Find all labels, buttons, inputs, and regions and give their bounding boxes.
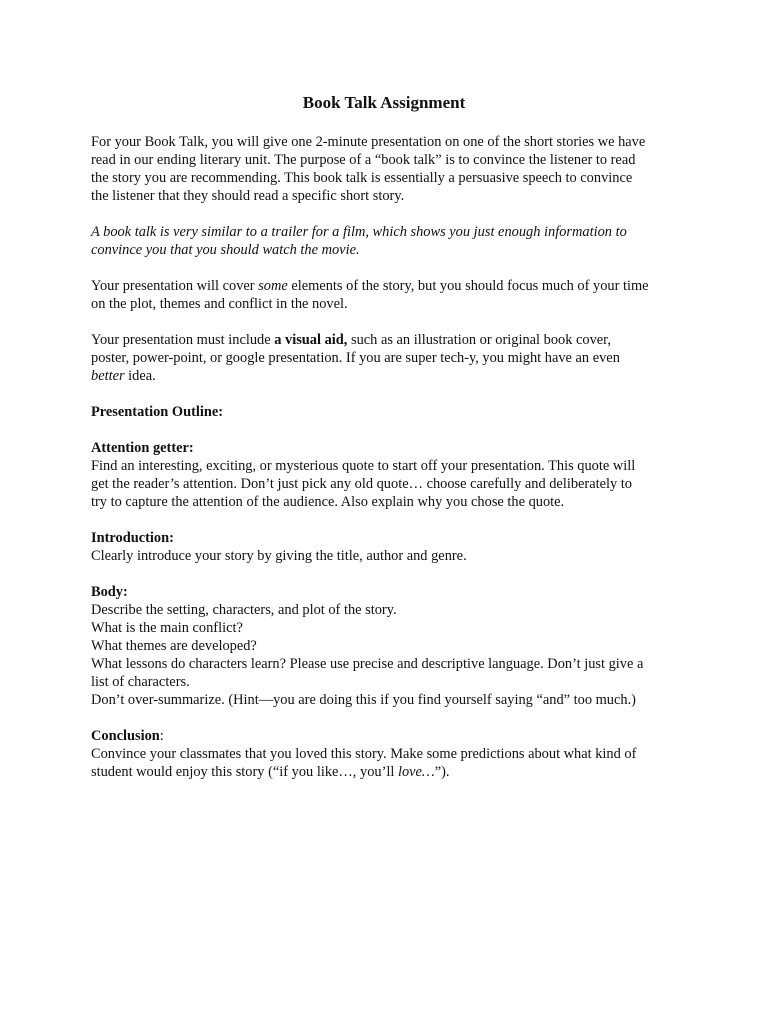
visual-aid-text: such as an illustration or original book cover,: [347, 332, 611, 348]
intro-line: read in our ending literary unit. The purpose of a “book talk” is to convince the listener to read: [91, 152, 636, 168]
coverage-paragraph: [91, 277, 691, 313]
body-line: What is the main conflict?: [91, 620, 243, 636]
introduction-heading: Introduction:: [91, 530, 174, 546]
intro-line: For your Book Talk, you will give one 2-minute presentation on one of the short stories we have: [91, 134, 646, 150]
conclusion-text: ”).: [434, 764, 450, 780]
coverage-text: Your presentation will cover: [91, 278, 259, 294]
visual-aid-bold: a visual aid,: [274, 332, 348, 348]
visual-aid-line: poster, power-point, or google presentation. If you are super tech-y, you might have an even: [91, 350, 620, 366]
body-line: What themes are developed?: [91, 638, 257, 654]
coverage-emphasis: some: [258, 278, 288, 294]
visual-aid-text: idea.: [124, 368, 156, 384]
body-line: Describe the setting, characters, and plot of the story.: [91, 602, 397, 618]
visual-aid-paragraph: [91, 331, 691, 385]
attention-getter-line: get the reader’s attention. Don’t just pick any old quote… choose carefully and deliberately to: [91, 476, 632, 492]
introduction-section: [91, 529, 691, 565]
body-line: What lessons do characters learn? Please use precise and descriptive language. Don’t just give a: [91, 656, 644, 672]
body-line: Don’t over-summarize. (Hint—you are doing this if you find yourself saying “and” too much.): [91, 692, 636, 708]
body-section: [91, 583, 691, 709]
trailer-note-line: convince you that you should watch the movie.: [91, 242, 360, 258]
outline-heading: Presentation Outline:: [91, 404, 224, 420]
visual-aid-line: [91, 331, 691, 349]
body-line: list of characters.: [91, 674, 190, 690]
conclusion-emphasis: love…: [397, 764, 435, 780]
coverage-line: on the plot, themes and conflict in the novel.: [91, 296, 348, 312]
intro-line: the story you are recommending. This book talk is essentially a persuasive speech to convince: [91, 170, 633, 186]
document-title: Book Talk Assignment: [302, 93, 466, 112]
attention-getter-section: [91, 439, 691, 511]
attention-getter-heading: Attention getter:: [91, 440, 194, 456]
intro-line: the listener that they should read a specific short story.: [91, 188, 405, 204]
introduction-line: Clearly introduce your story by giving the title, author and genre.: [91, 548, 467, 564]
trailer-note-paragraph: [91, 223, 691, 259]
coverage-line: [91, 277, 691, 295]
coverage-text: elements of the story, but you should focus much of your time: [287, 278, 649, 294]
attention-getter-line: try to capture the attention of the audience. Also explain why you chose the quote.: [91, 494, 565, 510]
conclusion-text: student would enjoy this story (“if you like…, you’ll: [91, 764, 398, 780]
intro-paragraph: [91, 133, 691, 205]
conclusion-heading-line: [91, 727, 691, 745]
visual-aid-line: [91, 367, 691, 385]
body-heading: Body:: [91, 584, 128, 600]
conclusion-heading: Conclusion: [91, 728, 160, 744]
conclusion-line: [91, 763, 691, 781]
conclusion-section: [91, 727, 691, 781]
document-body: [91, 133, 691, 799]
visual-aid-text: Your presentation must include: [91, 332, 275, 348]
attention-getter-line: Find an interesting, exciting, or mysterious quote to start off your presentation. This quote will: [91, 458, 636, 474]
visual-aid-emphasis: better: [91, 368, 125, 384]
trailer-note-line: A book talk is very similar to a trailer for a film, which shows you just enough information to: [91, 224, 627, 240]
conclusion-line: Convince your classmates that you loved this story. Make some predictions about what kind of: [91, 746, 637, 762]
outline-paragraph: [91, 403, 691, 421]
conclusion-heading-colon: :: [159, 728, 164, 744]
